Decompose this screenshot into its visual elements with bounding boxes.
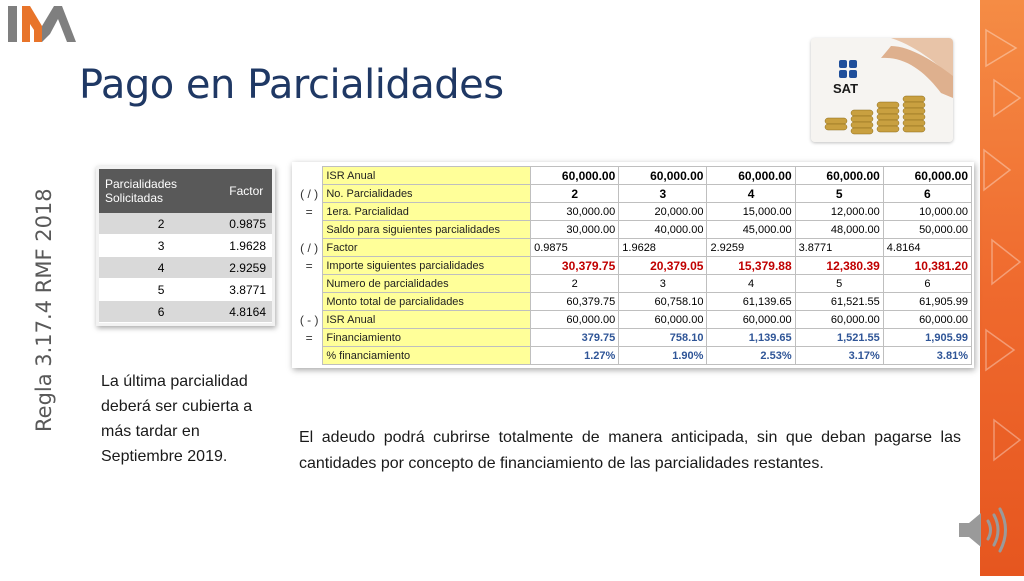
operator-cell: ( - ) xyxy=(296,311,323,329)
value-cell: 60,000.00 xyxy=(795,311,883,329)
calculation-table xyxy=(292,162,974,368)
value-cell: 60,000.00 xyxy=(883,167,971,185)
table-cell: 4.8164 xyxy=(223,301,272,323)
deadline-note: La última parcialidad deberá ser cubierta a más tardar en Septiembre 2019. xyxy=(101,373,253,465)
value-cell: 3.81% xyxy=(883,347,971,365)
value-cell: 60,379.75 xyxy=(531,293,619,311)
prepayment-note: El adeudo podrá cubrirse totalmente de manera anticipada, sin que deban pagarse las cantidades por concepto de financiamiento de las parcialidades restantes. xyxy=(299,429,961,472)
value-cell: 15,379.88 xyxy=(707,257,795,275)
table-row xyxy=(99,257,272,279)
table-row xyxy=(296,329,972,347)
value-cell: 379.75 xyxy=(531,329,619,347)
factor-table-header-factor: Factor xyxy=(223,169,272,213)
value-cell: 6 xyxy=(883,185,971,203)
value-cell: 45,000.00 xyxy=(707,221,795,239)
row-label-cell: Saldo para siguientes parcialidades xyxy=(323,221,531,239)
table-cell: 3.8771 xyxy=(223,279,272,301)
table-cell: 4 xyxy=(99,257,223,279)
value-cell: 60,000.00 xyxy=(795,167,883,185)
factor-table-header-parcialidades: Parcialidades Solicitadas xyxy=(99,169,223,213)
value-cell: 60,000.00 xyxy=(707,311,795,329)
value-cell: 12,000.00 xyxy=(795,203,883,221)
table-row xyxy=(296,257,972,275)
value-cell: 5 xyxy=(795,275,883,293)
value-cell: 61,139.65 xyxy=(707,293,795,311)
value-cell: 60,000.00 xyxy=(531,311,619,329)
value-cell: 60,758.10 xyxy=(619,293,707,311)
table-row xyxy=(296,239,972,257)
value-cell: 4 xyxy=(707,185,795,203)
table-row xyxy=(296,347,972,365)
operator-cell xyxy=(296,167,323,185)
table-row xyxy=(296,293,972,311)
value-cell: 3.8771 xyxy=(795,239,883,257)
table-cell: 6 xyxy=(99,301,223,323)
value-cell: 5 xyxy=(795,185,883,203)
value-cell: 1,139.65 xyxy=(707,329,795,347)
value-cell: 20,000.00 xyxy=(619,203,707,221)
table-row xyxy=(296,275,972,293)
value-cell: 15,000.00 xyxy=(707,203,795,221)
value-cell: 20,379.05 xyxy=(619,257,707,275)
operator-cell: = xyxy=(296,203,323,221)
page-title: Pago en Parcialidades xyxy=(79,62,504,108)
value-cell: 60,000.00 xyxy=(619,311,707,329)
table-cell: 1.9628 xyxy=(223,235,272,257)
value-cell: 4.8164 xyxy=(883,239,971,257)
value-cell: 0.9875 xyxy=(531,239,619,257)
table-cell: 3 xyxy=(99,235,223,257)
table-row xyxy=(99,279,272,301)
value-cell: 3.17% xyxy=(795,347,883,365)
value-cell: 30,000.00 xyxy=(531,221,619,239)
logo-mark-icon xyxy=(6,4,78,44)
operator-cell: = xyxy=(296,329,323,347)
value-cell: 48,000.00 xyxy=(795,221,883,239)
table-cell: 2.9259 xyxy=(223,257,272,279)
value-cell: 60,000.00 xyxy=(883,311,971,329)
operator-cell xyxy=(296,275,323,293)
table-cell: 0.9875 xyxy=(223,213,272,235)
value-cell: 60,000.00 xyxy=(707,167,795,185)
row-label-cell: 1era. Parcialidad xyxy=(323,203,531,221)
value-cell: 3 xyxy=(619,275,707,293)
row-label-cell: Numero de parcialidades xyxy=(323,275,531,293)
value-cell: 758.10 xyxy=(619,329,707,347)
value-cell: 30,379.75 xyxy=(531,257,619,275)
row-label-cell: Financiamiento xyxy=(323,329,531,347)
operator-cell: ( / ) xyxy=(296,185,323,203)
row-label-cell: Monto total de parcialidades xyxy=(323,293,531,311)
row-label-cell: No. Parcialidades xyxy=(323,185,531,203)
table-row xyxy=(296,167,972,185)
value-cell: 2 xyxy=(531,185,619,203)
value-cell: 50,000.00 xyxy=(883,221,971,239)
operator-cell: ( / ) xyxy=(296,239,323,257)
value-cell: 30,000.00 xyxy=(531,203,619,221)
operator-cell xyxy=(296,347,323,365)
value-cell: 2.53% xyxy=(707,347,795,365)
speaker-icon[interactable] xyxy=(955,505,1011,555)
sat-logo-text: SAT xyxy=(833,81,859,96)
value-cell: 1.90% xyxy=(619,347,707,365)
value-cell: 10,000.00 xyxy=(883,203,971,221)
factor-table xyxy=(96,166,275,326)
value-cell: 60,000.00 xyxy=(619,167,707,185)
sat-coins-image xyxy=(811,38,953,142)
table-row xyxy=(296,311,972,329)
row-label-cell: ISR Anual xyxy=(323,311,531,329)
operator-cell xyxy=(296,293,323,311)
value-cell: 40,000.00 xyxy=(619,221,707,239)
row-label-cell: ISR Anual xyxy=(323,167,531,185)
value-cell: 2.9259 xyxy=(707,239,795,257)
value-cell: 4 xyxy=(707,275,795,293)
value-cell: 61,905.99 xyxy=(883,293,971,311)
table-cell: 5 xyxy=(99,279,223,301)
value-cell: 10,381.20 xyxy=(883,257,971,275)
operator-cell: = xyxy=(296,257,323,275)
value-cell: 1,521.55 xyxy=(795,329,883,347)
value-cell: 60,000.00 xyxy=(531,167,619,185)
value-cell: 1,905.99 xyxy=(883,329,971,347)
table-row xyxy=(99,235,272,257)
value-cell: 1.27% xyxy=(531,347,619,365)
table-row xyxy=(296,185,972,203)
row-label-cell: % financiamiento xyxy=(323,347,531,365)
table-row xyxy=(296,203,972,221)
row-label-cell: Factor xyxy=(323,239,531,257)
value-cell: 12,380.39 xyxy=(795,257,883,275)
table-row xyxy=(99,213,272,235)
value-cell: 3 xyxy=(619,185,707,203)
decorative-side-bar xyxy=(980,0,1024,576)
side-label: Regla 3.17.4 RMF 2018 xyxy=(32,188,56,432)
value-cell: 6 xyxy=(883,275,971,293)
value-cell: 2 xyxy=(531,275,619,293)
value-cell: 61,521.55 xyxy=(795,293,883,311)
table-row xyxy=(296,221,972,239)
operator-cell xyxy=(296,221,323,239)
value-cell: 1.9628 xyxy=(619,239,707,257)
table-cell: 2 xyxy=(99,213,223,235)
row-label-cell: Importe siguientes parcialidades xyxy=(323,257,531,275)
table-row xyxy=(99,301,272,323)
